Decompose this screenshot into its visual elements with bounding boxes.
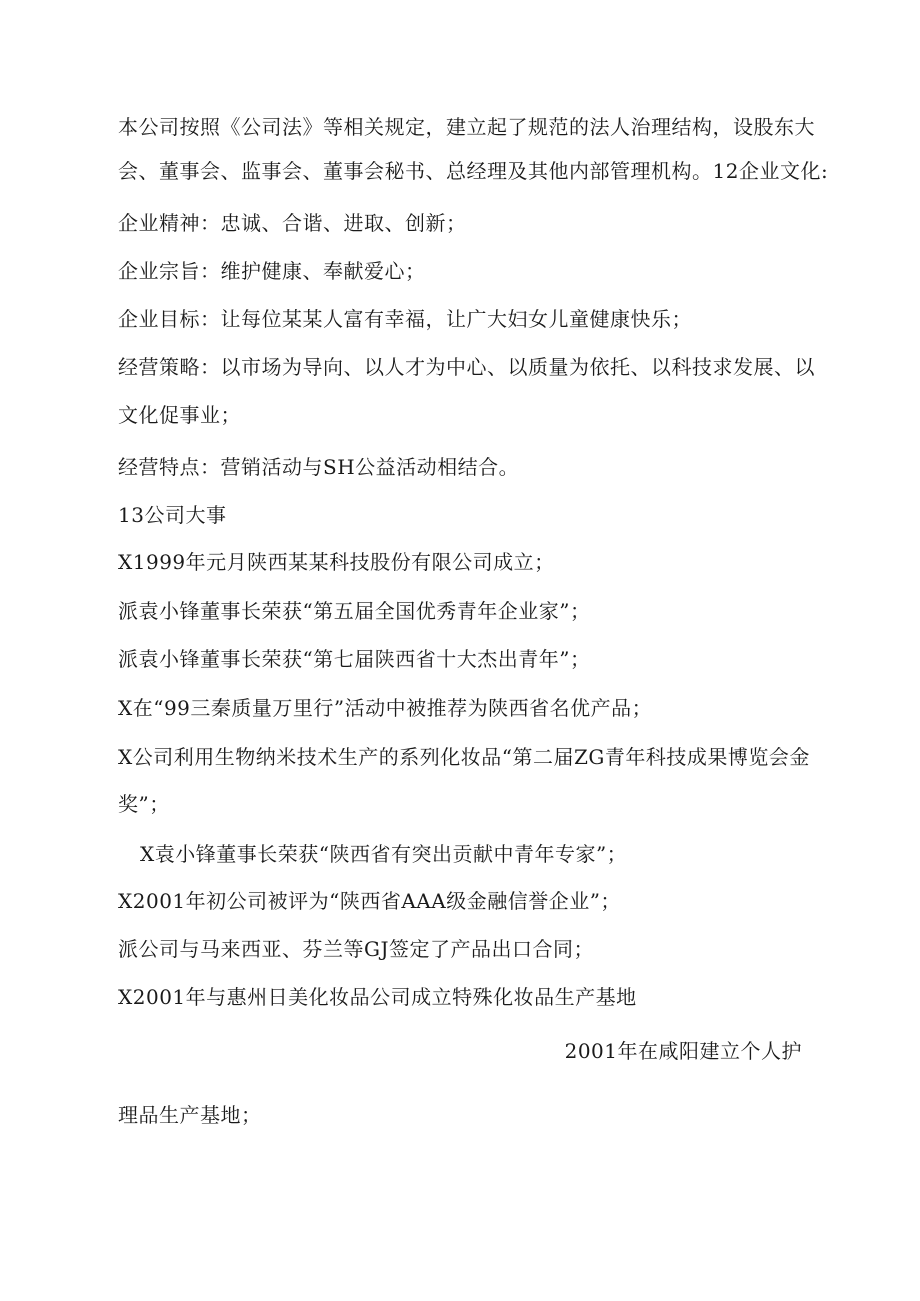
list-item: 经营策略：以市场为导向、以人才为中心、以质量为依托、以科技求发展、以: [118, 355, 815, 379]
paragraph-line: 会、董事会、监事会、董事会秘书、总经理及其他内部管理机构。12企业文化:: [118, 159, 829, 183]
list-item: X在“99三秦质量万里行”活动中被推荐为陕西省名优产品；: [118, 696, 653, 720]
list-item: 企业宗旨：维护健康、奉献爱心；: [118, 259, 426, 283]
paragraph-line: 本公司按照《公司法》等相关规定，建立起了规范的法人治理结构，设股东大: [118, 115, 815, 139]
list-item-continuation: 奖”；: [118, 792, 170, 816]
list-item: X2001年初公司被评为“陕西省AAA级金融信誉企业”；: [118, 889, 621, 913]
list-item: X1999年元月陕西某某科技股份有限公司成立；: [118, 550, 555, 574]
list-item: 派袁小锋董事长荣获“第五届全国优秀青年企业家”；: [118, 599, 591, 623]
list-item: 派公司与马来西亚、芬兰等GJ签定了产品出口合同；: [118, 937, 594, 961]
list-item-continuation: 理品生产基地；: [118, 1103, 262, 1127]
list-item: X2001年与惠州日美化妆品公司成立特殊化妆品生产基地: [118, 985, 637, 1009]
list-item: 经营特点：营销活动与SH公益活动相结合。: [118, 455, 520, 479]
list-item: 企业目标：让每位某某人富有幸福，让广大妇女儿童健康快乐；: [118, 307, 692, 331]
list-item: 企业精神：忠诚、合谐、进取、创新；: [118, 211, 467, 235]
list-item-right-fragment: 2001年在咸阳建立个人护: [564, 1039, 802, 1063]
list-item-continuation: 文化促事业；: [118, 403, 241, 427]
section-heading: 13公司大事: [118, 503, 227, 527]
list-item: 派袁小锋董事长荣获“第七届陕西省十大杰出青年”；: [118, 647, 591, 671]
list-item: X公司利用生物纳米技术生产的系列化妆品“第二届ZG青年科技成果博览会金: [118, 745, 810, 769]
list-item: X袁小锋董事长荣获“陕西省有突出贡献中青年专家”；: [140, 842, 628, 866]
